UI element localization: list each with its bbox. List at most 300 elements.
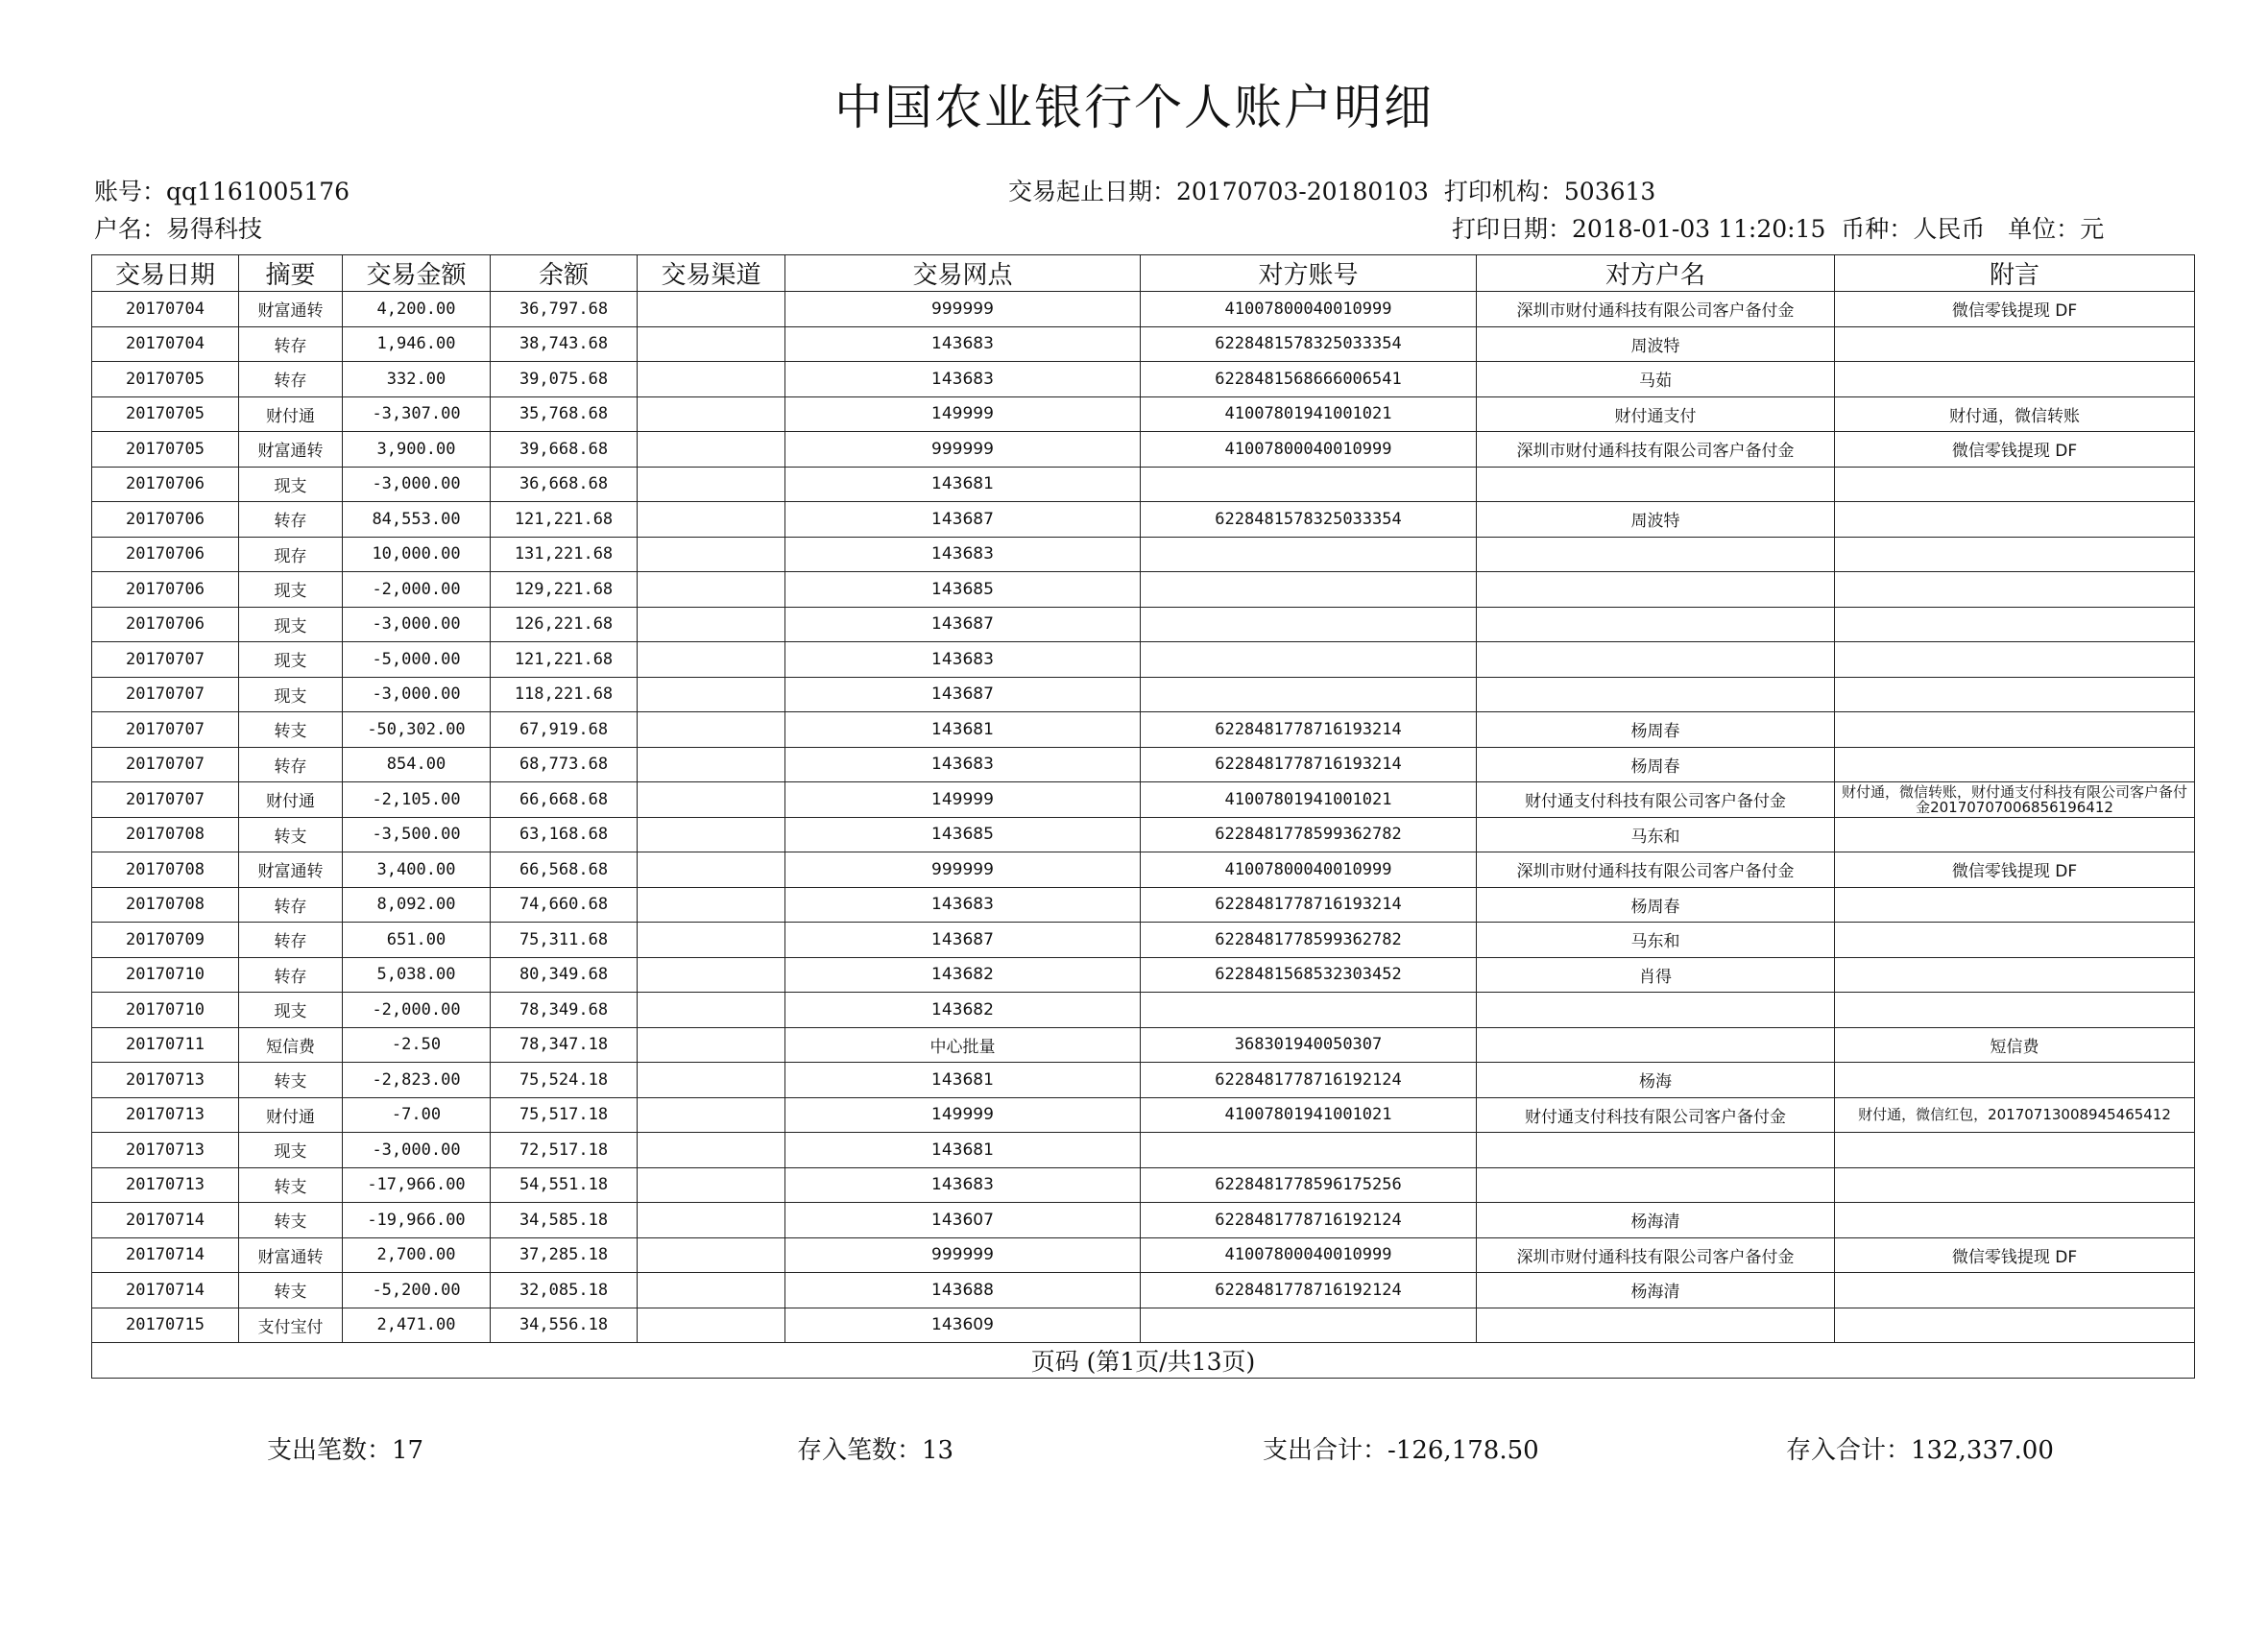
table-cell: 143683 [785, 326, 1141, 362]
table-cell: 3,400.00 [343, 852, 491, 888]
table-cell: 143683 [785, 747, 1141, 782]
table-cell: 短信费 [1835, 1027, 2195, 1063]
table-cell: 杨周春 [1477, 712, 1835, 748]
page-indicator: 页码 (第1页/共13页) [92, 1343, 2195, 1379]
table-cell: 999999 [785, 1237, 1141, 1273]
table-cell: -2,823.00 [343, 1063, 491, 1098]
table-cell [1477, 677, 1835, 712]
table-cell: 周波特 [1477, 502, 1835, 538]
account-label: 账号： [94, 178, 167, 205]
table-cell: 5,038.00 [343, 957, 491, 993]
table-cell: 143685 [785, 817, 1141, 852]
table-cell: 6228481778716192124 [1141, 1273, 1477, 1308]
table-cell [1477, 993, 1835, 1028]
table-row [92, 923, 2195, 958]
date-range-label: 交易起止日期： [1008, 178, 1177, 205]
table-cell: 143688 [785, 1273, 1141, 1308]
table-cell: 20170708 [92, 817, 239, 852]
table-cell: 999999 [785, 432, 1141, 468]
table-cell: 20170704 [92, 292, 239, 327]
table-cell: 131,221.68 [491, 537, 638, 572]
table-cell: 20170713 [92, 1097, 239, 1133]
table-cell [1477, 607, 1835, 642]
table-cell: 20170707 [92, 712, 239, 748]
table-cell: 6228481778716192124 [1141, 1203, 1477, 1238]
table-cell: 20170706 [92, 607, 239, 642]
table-row [92, 572, 2195, 608]
table-cell: 126,221.68 [491, 607, 638, 642]
table-cell: 财付通 [239, 782, 343, 818]
table-cell [1835, 993, 2195, 1028]
table-cell: 999999 [785, 292, 1141, 327]
table-cell: 121,221.68 [491, 502, 638, 538]
table-cell: 20170707 [92, 642, 239, 678]
table-cell: 75,311.68 [491, 923, 638, 958]
table-cell: 微信零钱提现 DF [1835, 1237, 2195, 1273]
account-line [94, 173, 350, 207]
table-cell: 34,585.18 [491, 1203, 638, 1238]
org-code: 503613 [1563, 178, 1656, 205]
table-cell: -3,000.00 [343, 677, 491, 712]
currency: 人民币 [1913, 215, 1986, 243]
table-cell [1477, 572, 1835, 608]
table-cell: 63,168.68 [491, 817, 638, 852]
table-cell: 84,553.00 [343, 502, 491, 538]
table-cell: 财付通 [239, 396, 343, 432]
table-row [92, 1273, 2195, 1308]
table-cell: 转存 [239, 747, 343, 782]
table-cell [1141, 642, 1477, 678]
table-cell: 999999 [785, 852, 1141, 888]
pager-row [92, 1343, 2195, 1379]
table-cell: 143681 [785, 1133, 1141, 1168]
unit-label: 单位： [2008, 215, 2081, 243]
table-cell: 143683 [785, 1167, 1141, 1203]
table-cell [1835, 1273, 2195, 1308]
table-cell: 20170713 [92, 1063, 239, 1098]
table-cell: 41007800040010999 [1141, 432, 1477, 468]
credit-total-label: 存入合计： [1786, 1436, 1912, 1465]
table-cell: 20170711 [92, 1027, 239, 1063]
table-cell [1835, 1133, 2195, 1168]
table-cell: 651.00 [343, 923, 491, 958]
table-cell: 现支 [239, 677, 343, 712]
table-cell: 41007800040010999 [1141, 1237, 1477, 1273]
table-row [92, 1097, 2195, 1133]
table-cell: 杨周春 [1477, 887, 1835, 923]
table-cell: 20170708 [92, 852, 239, 888]
table-cell [638, 1167, 785, 1203]
table-cell: 深圳市财付通科技有限公司客户备付金 [1477, 432, 1835, 468]
date-range: 20170703-20180103 [1176, 178, 1429, 205]
table-cell: 143683 [785, 537, 1141, 572]
table-cell: 854.00 [343, 747, 491, 782]
table-cell: 143683 [785, 642, 1141, 678]
table-cell [638, 712, 785, 748]
table-cell: 现支 [239, 607, 343, 642]
table-cell: 118,221.68 [491, 677, 638, 712]
table-cell [1141, 677, 1477, 712]
table-cell: -2,105.00 [343, 782, 491, 818]
table-cell: 现支 [239, 1133, 343, 1168]
table-cell [638, 817, 785, 852]
table-cell: 深圳市财付通科技有限公司客户备付金 [1477, 1237, 1835, 1273]
table-cell: 10,000.00 [343, 537, 491, 572]
table-cell [1835, 537, 2195, 572]
table-row [92, 817, 2195, 852]
table-cell: 20170708 [92, 887, 239, 923]
table-row [92, 747, 2195, 782]
table-cell: 杨海 [1477, 1063, 1835, 1098]
table-cell: 微信零钱提现 DF [1835, 852, 2195, 888]
table-cell [1835, 1167, 2195, 1203]
table-row [92, 1063, 2195, 1098]
table-cell: 149999 [785, 1097, 1141, 1133]
table-cell: 332.00 [343, 362, 491, 397]
table-cell: 微信零钱提现 DF [1835, 292, 2195, 327]
table-cell: 6228481778596175256 [1141, 1167, 1477, 1203]
table-cell: 74,660.68 [491, 887, 638, 923]
table-cell [638, 677, 785, 712]
table-cell: 20170705 [92, 432, 239, 468]
table-cell: -5,200.00 [343, 1273, 491, 1308]
table-cell: 马东和 [1477, 923, 1835, 958]
table-cell [1835, 677, 2195, 712]
table-cell: 马东和 [1477, 817, 1835, 852]
table-cell: 68,773.68 [491, 747, 638, 782]
table-row [92, 292, 2195, 327]
unit: 元 [2080, 215, 2105, 243]
table-row [92, 1203, 2195, 1238]
table-cell: 周波特 [1477, 326, 1835, 362]
date-range-line [1008, 173, 1655, 207]
table-cell [1835, 572, 2195, 608]
table-cell: 67,919.68 [491, 712, 638, 748]
print-info-line [1452, 210, 2104, 245]
table-cell: 支付宝付 [239, 1308, 343, 1343]
debit-total-value: -126,178.50 [1387, 1436, 1539, 1465]
table-cell: 转存 [239, 362, 343, 397]
table-cell [638, 537, 785, 572]
table-cell: -5,000.00 [343, 642, 491, 678]
account-number: qq1161005176 [166, 178, 350, 205]
table-cell: 37,285.18 [491, 1237, 638, 1273]
table-cell: 75,517.18 [491, 1097, 638, 1133]
column-header: 交易渠道 [638, 255, 785, 292]
table-cell: 20170705 [92, 396, 239, 432]
table-cell [1141, 1133, 1477, 1168]
table-cell: -2.50 [343, 1027, 491, 1063]
table-cell: 143682 [785, 957, 1141, 993]
table-cell: -3,000.00 [343, 1133, 491, 1168]
table-cell: 6228481568666006541 [1141, 362, 1477, 397]
table-cell [1835, 747, 2195, 782]
table-cell: 8,092.00 [343, 887, 491, 923]
table-cell [638, 1273, 785, 1308]
table-cell: 143609 [785, 1308, 1141, 1343]
table-cell: 20170713 [92, 1167, 239, 1203]
table-cell [1477, 1167, 1835, 1203]
table-cell: 中心批量 [785, 1027, 1141, 1063]
table-row [92, 677, 2195, 712]
table-cell: 深圳市财付通科技有限公司客户备付金 [1477, 852, 1835, 888]
table-cell [1835, 887, 2195, 923]
table-cell: 短信费 [239, 1027, 343, 1063]
table-row [92, 326, 2195, 362]
column-header: 对方户名 [1477, 255, 1835, 292]
table-cell: 20170704 [92, 326, 239, 362]
table-cell [1141, 1308, 1477, 1343]
table-cell: 杨海清 [1477, 1203, 1835, 1238]
table-cell: -3,500.00 [343, 817, 491, 852]
table-cell: 75,524.18 [491, 1063, 638, 1098]
table-cell [1141, 607, 1477, 642]
table-cell [1477, 1027, 1835, 1063]
table-cell: 转存 [239, 957, 343, 993]
table-cell: 6228481778716193214 [1141, 747, 1477, 782]
table-cell: 1,946.00 [343, 326, 491, 362]
table-row [92, 642, 2195, 678]
table-cell: 149999 [785, 782, 1141, 818]
table-cell: 转存 [239, 923, 343, 958]
table-cell: 6228481578325033354 [1141, 502, 1477, 538]
table-cell: 现支 [239, 642, 343, 678]
table-cell: 20170710 [92, 993, 239, 1028]
credit-count [797, 1430, 953, 1466]
table-cell: 6228481778599362782 [1141, 923, 1477, 958]
table-cell: 129,221.68 [491, 572, 638, 608]
table-row [92, 1308, 2195, 1343]
table-cell [638, 1133, 785, 1168]
table-cell: 36,668.68 [491, 467, 638, 502]
name-line [94, 210, 262, 245]
table-row [92, 1167, 2195, 1203]
table-cell [638, 502, 785, 538]
table-cell [638, 923, 785, 958]
table-row [92, 502, 2195, 538]
table-cell: -3,307.00 [343, 396, 491, 432]
table-cell: 20170710 [92, 957, 239, 993]
table-cell [1477, 642, 1835, 678]
column-header: 余额 [491, 255, 638, 292]
table-cell: 66,668.68 [491, 782, 638, 818]
table-cell: 39,075.68 [491, 362, 638, 397]
table-cell [1835, 326, 2195, 362]
table-cell: 143687 [785, 677, 1141, 712]
table-cell: 现支 [239, 572, 343, 608]
table-cell: 转支 [239, 1063, 343, 1098]
table-row [92, 1027, 2195, 1063]
table-cell: 财富通转 [239, 852, 343, 888]
table-cell [1835, 1308, 2195, 1343]
table-cell: 143682 [785, 993, 1141, 1028]
column-header: 交易日期 [92, 255, 239, 292]
table-cell: 35,768.68 [491, 396, 638, 432]
table-cell: 20170705 [92, 362, 239, 397]
debit-count-label: 支出笔数： [267, 1436, 393, 1465]
table-cell: 财付通支付 [1477, 396, 1835, 432]
table-cell: 转存 [239, 887, 343, 923]
table-cell [638, 362, 785, 397]
table-cell: 34,556.18 [491, 1308, 638, 1343]
table-cell: 财付通，微信红包，2017071300894546541​2 [1835, 1097, 2195, 1133]
table-cell: 143681 [785, 1063, 1141, 1098]
table-cell [638, 432, 785, 468]
table-row [92, 396, 2195, 432]
table-cell: 38,743.68 [491, 326, 638, 362]
debit-count-value: 17 [392, 1436, 424, 1465]
table-row [92, 432, 2195, 468]
table-cell: 20170707 [92, 677, 239, 712]
table-cell: 143681 [785, 712, 1141, 748]
table-cell: 143687 [785, 923, 1141, 958]
table-cell: 财付通 [239, 1097, 343, 1133]
table-cell: 6228481778716193214 [1141, 887, 1477, 923]
table-cell [1835, 712, 2195, 748]
table-cell: 20170707 [92, 782, 239, 818]
column-header: 交易金额 [343, 255, 491, 292]
table-cell [638, 1097, 785, 1133]
table-cell [638, 642, 785, 678]
table-cell [1141, 993, 1477, 1028]
table-cell [638, 1308, 785, 1343]
table-cell [638, 572, 785, 608]
table-cell: 41007801941001021 [1141, 1097, 1477, 1133]
table-cell: 66,568.68 [491, 852, 638, 888]
table-cell [638, 747, 785, 782]
table-cell [638, 782, 785, 818]
table-row [92, 852, 2195, 888]
table-cell: 41007800040010999 [1141, 852, 1477, 888]
table-cell [1477, 467, 1835, 502]
table-cell [638, 887, 785, 923]
table-cell: 143683 [785, 362, 1141, 397]
credit-count-value: 13 [922, 1436, 954, 1465]
table-cell [638, 607, 785, 642]
table-cell: 财付通，微信转账 [1835, 396, 2195, 432]
column-header: 摘要 [239, 255, 343, 292]
table-cell: 36,797.68 [491, 292, 638, 327]
table-cell: 杨海清 [1477, 1273, 1835, 1308]
table-row [92, 537, 2195, 572]
table-cell: 现支 [239, 467, 343, 502]
table-cell [638, 1063, 785, 1098]
table-cell: 143687 [785, 607, 1141, 642]
table-cell [638, 467, 785, 502]
credit-count-label: 存入笔数： [797, 1436, 923, 1465]
table-cell: 41007801941001021 [1141, 396, 1477, 432]
print-date-label: 打印日期： [1452, 215, 1573, 243]
org-label: 打印机构： [1443, 178, 1564, 205]
table-cell: 143683 [785, 887, 1141, 923]
table-cell [638, 993, 785, 1028]
table-row [92, 1237, 2195, 1273]
table-cell [638, 1203, 785, 1238]
table-cell [638, 1237, 785, 1273]
table-cell: 财富通转 [239, 432, 343, 468]
table-row [92, 993, 2195, 1028]
table-cell: 20170714 [92, 1273, 239, 1308]
table-cell: 41007801941001021 [1141, 782, 1477, 818]
table-cell: 现支 [239, 993, 343, 1028]
table-cell: 转支 [239, 1167, 343, 1203]
currency-label: 币种： [1841, 215, 1914, 243]
table-cell: 6228481778716193214 [1141, 712, 1477, 748]
table-cell: 32,085.18 [491, 1273, 638, 1308]
debit-count [267, 1430, 423, 1466]
table-cell: 财付通支付科技有限公司客户备付金 [1477, 782, 1835, 818]
table-cell: -50,302.00 [343, 712, 491, 748]
table-cell: 20170706 [92, 467, 239, 502]
table-cell: 财富通转 [239, 1237, 343, 1273]
table-cell: 财付通，微信转账，财付通支付科技有限公司客户备付金2017070700685​6196412 [1835, 782, 2195, 818]
table-cell: 368301940050307 [1141, 1027, 1477, 1063]
table-cell [638, 326, 785, 362]
table-cell: 2,700.00 [343, 1237, 491, 1273]
table-cell: 143687 [785, 502, 1141, 538]
table-cell: 143685 [785, 572, 1141, 608]
table-cell: 20170706 [92, 502, 239, 538]
page-title: 中国农业银行个人账户明细 [834, 80, 1434, 135]
table-cell: 6228481568532303452 [1141, 957, 1477, 993]
table-cell [1477, 1308, 1835, 1343]
table-cell: 转支 [239, 712, 343, 748]
table-cell: -3,000.00 [343, 467, 491, 502]
table-cell [638, 292, 785, 327]
table-cell: 72,517.18 [491, 1133, 638, 1168]
table-cell [1835, 607, 2195, 642]
debit-total-label: 支出合计： [1263, 1436, 1388, 1465]
table-cell: 20170706 [92, 537, 239, 572]
table-cell: 80,349.68 [491, 957, 638, 993]
table-cell: 143681 [785, 467, 1141, 502]
table-cell [1141, 537, 1477, 572]
table-cell: 6228481778599362782 [1141, 817, 1477, 852]
column-header: 附言 [1835, 255, 2195, 292]
column-header: 交易网点 [785, 255, 1141, 292]
table-cell: 转存 [239, 502, 343, 538]
table-cell [638, 852, 785, 888]
credit-total [1786, 1430, 2054, 1466]
table-cell: 20170714 [92, 1237, 239, 1273]
table-row [92, 1133, 2195, 1168]
table-cell: 2,471.00 [343, 1308, 491, 1343]
table-cell: 深圳市财付通科技有限公司客户备付金 [1477, 292, 1835, 327]
table-cell [638, 396, 785, 432]
table-cell [1835, 923, 2195, 958]
table-cell [1835, 362, 2195, 397]
table-cell [1835, 1203, 2195, 1238]
table-cell [1835, 642, 2195, 678]
table-cell: 20170713 [92, 1133, 239, 1168]
table-cell: 20170715 [92, 1308, 239, 1343]
column-header: 对方账号 [1141, 255, 1477, 292]
table-cell: -17,966.00 [343, 1167, 491, 1203]
table-row [92, 467, 2195, 502]
table-cell: -3,000.00 [343, 607, 491, 642]
table-row [92, 782, 2195, 818]
table-cell: 马茹 [1477, 362, 1835, 397]
name-label: 户名： [94, 215, 167, 243]
table-cell: -2,000.00 [343, 572, 491, 608]
table-cell: 转支 [239, 817, 343, 852]
table-cell: 财付通支付科技有限公司客户备付金 [1477, 1097, 1835, 1133]
table-cell [638, 1027, 785, 1063]
table-cell: 现存 [239, 537, 343, 572]
table-cell [1835, 467, 2195, 502]
table-cell: 78,349.68 [491, 993, 638, 1028]
table-cell: 20170706 [92, 572, 239, 608]
